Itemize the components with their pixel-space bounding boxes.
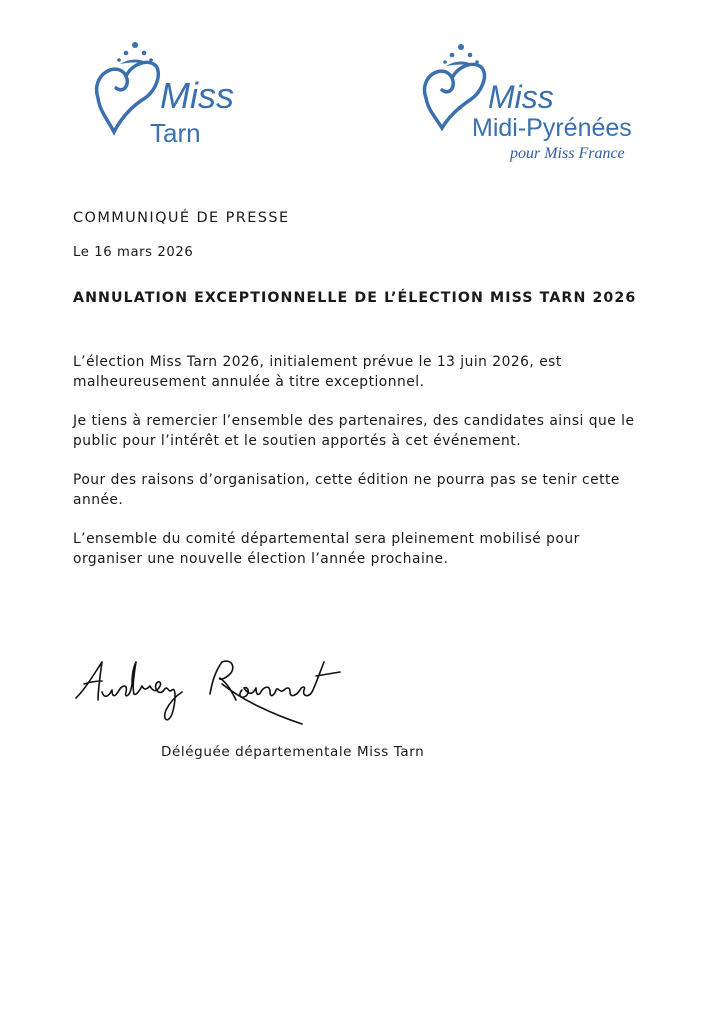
headline: ANNULATION EXCEPTIONNELLE DE L’ÉLECTION MISS TARN 2026	[73, 290, 637, 306]
paragraph: Pour des raisons d’organisation, cette édition ne pourra pas se tenir cette année.	[73, 472, 620, 508]
body-text	[73, 352, 653, 569]
handwritten-signature	[72, 654, 357, 732]
logo-region-text: Tarn	[150, 118, 201, 148]
release-date: Le 16 mars 2026	[73, 245, 194, 260]
miss-midi-pyrenees-logo	[414, 40, 654, 162]
logo-brand-text: Miss	[160, 75, 234, 116]
signer-role: Déléguée départementale Miss Tarn	[161, 744, 425, 760]
press-release-label: COMMUNIQUÉ DE PRESSE	[73, 210, 290, 226]
paragraph: L’ensemble du comité départemental sera pleinement mobilisé pour organiser une nouvelle élection l’année prochaine.	[73, 531, 580, 567]
press-release-content	[73, 210, 653, 588]
paragraph: Je tiens à remercier l’ensemble des partenaires, des candidates ainsi que le public pour l’intérêt et le soutien apportés à cet événement.	[73, 413, 635, 449]
miss-tarn-logo	[86, 38, 236, 150]
logo-tagline-text: pour Miss France	[510, 145, 625, 162]
logo-region-text: Midi-Pyrénées	[472, 114, 632, 142]
paragraph: L’élection Miss Tarn 2026, initialement prévue le 13 juin 2026, est malheureusement annulée à titre exceptionnel.	[73, 354, 562, 390]
logo-brand-text: Miss	[488, 79, 554, 115]
